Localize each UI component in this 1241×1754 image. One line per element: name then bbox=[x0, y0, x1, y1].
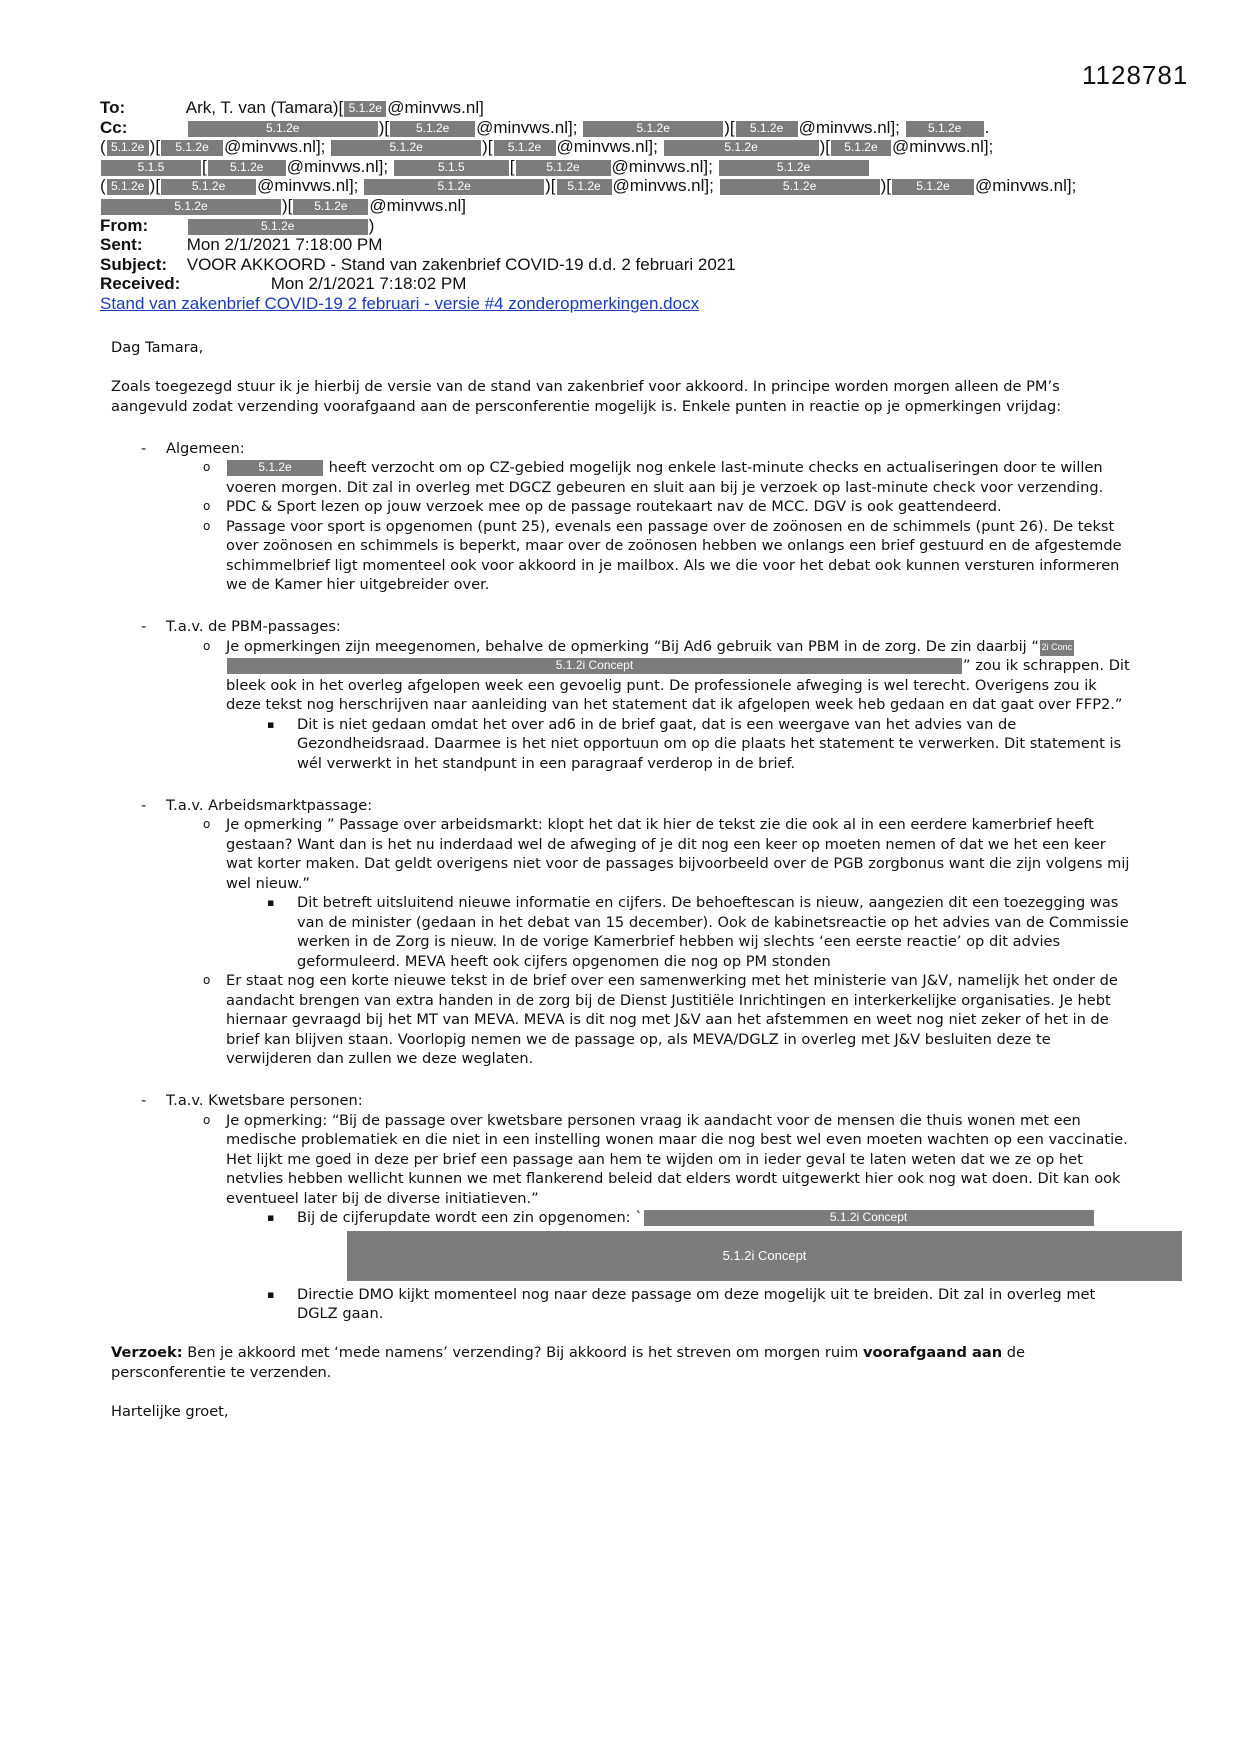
redaction: 5.1.2e bbox=[516, 160, 611, 176]
email-header bbox=[100, 98, 1130, 314]
redaction: 5.1.2e bbox=[736, 121, 798, 137]
to-line bbox=[100, 98, 1130, 118]
redaction: 5.1.2e bbox=[720, 179, 880, 195]
redaction: 5.1.2e bbox=[583, 121, 723, 137]
cc-line-1: Cc: 5.1.2e )[ 5.1.2e @minvws.nl]; 5.1.2e )[ 5.1.2e @minvws.nl]; 5.1.2e . bbox=[100, 117, 990, 137]
from-label: From: bbox=[100, 215, 149, 235]
cc-line-2: ( 5.1.2e )[ 5.1.2e @minvws.nl]; 5.1.2e )[ 5.1.2e @minvws.nl]; 5.1.2e )[ 5.1.2e @minvws.nl]; bbox=[100, 137, 994, 157]
redaction: 5.1.2e bbox=[227, 460, 323, 476]
redaction: 5.1.2e bbox=[892, 179, 974, 195]
redaction: 5.1.2e bbox=[344, 101, 386, 117]
sub-list-item: ▪ Dit is niet gedaan omdat het over ad6 in de brief gaat, dat is een weergave van het advies van de Gezondheidsraad. Daarmee is het niet opportuun om op die plaats het statement te verwerken. Dit statement is wél verwerkt in het standpunt in een paragraaf verderop in de brief. bbox=[267, 715, 1122, 772]
received-value: Mon 2/1/2021 7:18:02 PM bbox=[270, 274, 467, 294]
list-item: o Passage voor sport is opgenomen (punt 25), evenals een passage over de zoönosen en de schimmels (punt 26). De tekst over zoönosen en schimmels is beperkt, maar over de zoönosen hebben we onlangs een brief gestuurd en de afgestemde schimmelbrief ligt momenteel ook voor akkoord in je mailbox. Als we die voor het debat ook kunnen versturen informeren we de Kamer hier uitgebreider over. bbox=[203, 517, 1122, 593]
redaction: 5.1.2e bbox=[208, 160, 286, 176]
redaction: 5.1.2e bbox=[161, 140, 223, 156]
sent-line bbox=[100, 235, 1130, 255]
redaction: 5.1.5 bbox=[101, 160, 201, 176]
section-title: T.a.v. de PBM-passages: bbox=[166, 618, 341, 635]
from-line: From: 5.1.2e ) bbox=[100, 215, 375, 235]
list-item: o Er staat nog een korte nieuwe tekst in de brief over een samenwerking met het ministerie van J&V, namelijk het onder de aandacht brengen van extra handen in de zorg bij de Dienst Justitiële Inrichtingen en interkerkelijke organisaties. Je hebt hiernaar gevraagd bij het MT van MEVA. MEVA is dit nog met J&V aan het afstemmen en weet nog niet zeker of het in de brief kan blijven staan. Voorlopig nemen we de passage op, als MEVA/DGLZ in overleg met J&V besluiten deze te verwijderen dan zullen we deze weglaten. bbox=[203, 972, 1118, 1067]
document-number: 1128781 bbox=[1082, 60, 1189, 90]
redaction: 5.1.2e bbox=[188, 219, 368, 235]
redaction: 5.1.2e bbox=[906, 121, 984, 137]
section-algemeen: - Algemeen: o 5.1.2e heeft verzocht om op CZ-gebied mogelijk nog enkele last-minute checks en actualiseringen door te willen voeren morgen. Dit zal in overleg met DGCZ gebeuren en sluit aan bij je verzoek op last-minute check voor verzending. o PDC & Sport lezen op jouw verzoek mee op de passage routekaart nav de MCC. DGV is ook geattendeerd. o Passage voor sport is opgenomen (punt 25), evenals een passage over de zoönosen en de schimmels (punt 26). De tekst over zoönosen en schimmels is beperkt, maar over de zoönosen hebben we onlangs een brief gestuurd en de afgestemde schimmelbrief ligt momenteel ook voor akkoord in je mailbox. Als we die voor het debat ook kunnen versturen informeren we de Kamer hier uitgebreider over. bbox=[111, 439, 1131, 595]
list-item: o 5.1.2e heeft verzocht om op CZ-gebied mogelijk nog enkele last-minute checks en actualiseringen door te willen voeren morgen. Dit zal in overleg met DGCZ gebeuren en sluit aan bij je verzoek op last-minute check voor verzending. bbox=[203, 459, 1104, 496]
cc-label: Cc: bbox=[100, 117, 128, 137]
redaction: 2i Conc bbox=[1040, 640, 1074, 656]
sent-value: Mon 2/1/2021 7:18:00 PM bbox=[186, 235, 383, 255]
to-name: Ark, T. van (Tamara)[ bbox=[185, 98, 344, 117]
list-item: o Je opmerking: “Bij de passage over kwetsbare personen vraag ik aandacht voor de mensen die thuis wonen met een medische problematiek en die niet in een instelling wonen maar die nog best wel even moeten wachten op een vaccinatie. Het lijkt me goed in deze per brief een passage aan hem te wijden om in ieder geval te laten weten dat we ze op het netvlies hebben wellicht kunnen we met flankerend beleid dat elders wordt uitgewerkt hier ook nog wat doen. Dit kan ook eventueel later bij de diverse initiatieven.” bbox=[203, 1111, 1128, 1207]
redaction: 5.1.2e bbox=[664, 140, 819, 156]
closing: Hartelijke groet, bbox=[111, 1402, 229, 1420]
sub-list-item: ▪ Bij de cijferupdate wordt een zin opgenomen: ` 5.1.2i Concept bbox=[111, 1208, 1131, 1228]
section-arbeidsmarkt: - T.a.v. Arbeidsmarktpassage: o Je opmerking ” Passage over arbeidsmarkt: klopt het dat ik hier de tekst zie die ook al in een eerdere kamerbrief heeft gestaan? Want dan is het nu inderdaad wel de afweging of je dit nog een keer op moeten nemen of dat we het een keer wat korter maken. Dat geldt overigens niet voor de passages bijvoorbeeld over de PGB zorgbonus want die zijn volgens mij wel nieuw.” ▪ Dit betreft uitsluitend nieuwe informatie en cijfers. De behoeftescan is nieuw, aangezien dit een toezegging was van de minister (gedaan in het debat van 15 december). Ook de kabinetsreactie op het advies van de Commissie werken in de Zorg is nieuw. In de vorige Kamerbrief hebben wij slechts ‘een eerste reactie’ op dit advies geformuleerd. MEVA heeft ook cijfers opgenomen die nog op PM stonden o Er staat nog een korte nieuwe tekst in de brief over een samenwerking met het ministerie van J&V, namelijk het onder de aandacht brengen van extra handen in de zorg bij de Dienst Justitiële Inrichtingen en interkerkelijke organisaties. Je hebt hiernaar gevraagd bij het MT van MEVA. MEVA is dit nog met J&V aan het afstemmen en weet nog niet zeker of het in de brief kan blijven staan. Voorlopig nemen we de passage op, als MEVA/DGLZ in overleg met J&V besluiten deze te verwijderen dan zullen we deze weglaten. bbox=[111, 796, 1131, 1069]
redaction: 5.1.2e bbox=[188, 121, 378, 137]
received-label: Received: bbox=[100, 274, 181, 294]
redaction: 5.1.2e bbox=[557, 179, 612, 195]
request-paragraph: Verzoek: Ben je akkoord met ‘mede namens’ verzending? Bij akkoord is het streven om morgen ruim voorafgaand aan de persconferentie te verzenden. bbox=[111, 1344, 1026, 1381]
redaction: 5.1.2e bbox=[331, 140, 481, 156]
section-pbm: - T.a.v. de PBM-passages: o Je opmerkingen zijn meegenomen, behalve de opmerking “Bij Ad6 gebruik van PBM in de zorg. De zin daarbij “ 2i Conc 5.1.2i Concept ” zou ik schrappen. Dit bleek ook in het overleg afgelopen week een gevoelig punt. De professionele afweging is wel terecht. Overigens zou ik deze tekst nog herschrijven naar aanleiding van het statement dat ik afgelopen week heb gedaan en dat gaat over FFP2.” ▪ Dit is niet gedaan omdat het over ad6 in de brief gaat, dat is een weergave van het advies van de Gezondheidsraad. Daarmee is het niet opportuun om op die plaats het statement te verwerken. Dit statement is wél verwerkt in het standpunt in een paragraaf verderop in de brief. bbox=[111, 617, 1131, 773]
cc-line-5: 5.1.2e )[ 5.1.2e @minvws.nl] bbox=[100, 196, 1130, 216]
redaction: 5.1.2e bbox=[494, 140, 556, 156]
list-item: o Je opmerkingen zijn meegenomen, behalve de opmerking “Bij Ad6 gebruik van PBM in de zorg. De zin daarbij “ 2i Conc 5.1.2i Concept ” zou ik schrappen. Dit bleek ook in het overleg afgelopen week een gevoelig punt. De professionele afweging is wel terecht. Overigens zou ik deze tekst nog herschrijven naar aanleiding van het statement dat ik afgelopen week heb gedaan en dat gaat over FFP2.” bbox=[203, 637, 1130, 713]
subject-value: VOOR AKKOORD - Stand van zakenbrief COVID-19 d.d. 2 februari 2021 bbox=[186, 254, 736, 274]
redaction: 5.1.2e bbox=[101, 199, 281, 215]
redaction: 5.1.2e bbox=[107, 140, 149, 156]
redaction: 5.1.2e bbox=[390, 121, 475, 137]
subject-line bbox=[100, 255, 1130, 275]
cc-line-3: 5.1.5 [ 5.1.2e @minvws.nl]; 5.1.5 [ 5.1.2e @minvws.nl]; 5.1.2e bbox=[100, 157, 1130, 177]
redaction: 5.1.2e bbox=[831, 140, 891, 156]
email-domain: @minvws.nl] bbox=[387, 98, 484, 117]
intro-paragraph: Zoals toegezegd stuur ik je hierbij de versie van de stand van zakenbrief voor akkoord. In principe worden morgen alleen de PM’s aangevuld zodat verzending voorafgaand aan de persconferentie mogelijk is. Enkele punten in reactie op je opmerkingen vrijdag: bbox=[111, 378, 1062, 415]
redaction: 5.1.2e bbox=[293, 199, 368, 215]
email-body bbox=[111, 338, 1131, 1421]
to-label: To: bbox=[100, 98, 126, 117]
redaction: 5.1.2i Concept bbox=[227, 658, 962, 674]
section-title: T.a.v. Arbeidsmarktpassage: bbox=[166, 796, 373, 814]
redaction: 5.1.2e bbox=[719, 160, 869, 176]
redaction-block: 5.1.2i Concept bbox=[347, 1231, 1182, 1281]
section-kwetsbare-personen: - T.a.v. Kwetsbare personen: o Je opmerking: “Bij de passage over kwetsbare personen vraag ik aandacht voor de mensen die thuis wonen met een medische problematiek en die niet in een instelling wonen maar die nog best wel even moeten wachten op een vaccinatie. Het lijkt me goed in deze per brief een passage aan hem te wijden om in ieder geval te laten weten dat we ze op het netvlies hebben wellicht kunnen we met flankerend beleid dat elders wordt uitgewerkt hier ook nog wat doen. Dit kan ook eventueel later bij de diverse initiatieven.” ▪ Bij de cijferupdate wordt een zin opgenomen: ` 5.1.2i Concept 5.1.2i Concept ▪ Directie DMO kijkt momenteel nog naar deze passage om deze mogelijk uit te breiden. Dit zal in overleg met DGLZ gaan. bbox=[111, 1091, 1131, 1324]
redaction: 5.1.2e bbox=[107, 179, 149, 195]
sent-label: Sent: bbox=[100, 235, 143, 255]
sub-list-item: ▪ Directie DMO kijkt momenteel nog naar deze passage om deze mogelijk uit te breiden. Dit zal in overleg met DGLZ gaan. bbox=[267, 1285, 1096, 1322]
redaction: 5.1.5 bbox=[394, 160, 509, 176]
redaction: 5.1.2e bbox=[364, 179, 544, 195]
subject-label: Subject: bbox=[100, 254, 168, 274]
greeting: Dag Tamara, bbox=[111, 339, 204, 356]
sub-list-item: ▪ Dit betreft uitsluitend nieuwe informatie en cijfers. De behoeftescan is nieuw, aangezien dit een toezegging was van de minister (gedaan in het debat van 15 december). Ook de kabinetsreactie op het advies van de Commissie werken in de Zorg is nieuw. In de vorige Kamerbrief hebben wij slechts ‘een eerste reactie’ op dit advies geformuleerd. MEVA heeft ook cijfers opgenomen die nog op PM stonden bbox=[267, 894, 1129, 970]
request-label: Verzoek: bbox=[111, 1344, 183, 1361]
attachment-line bbox=[100, 294, 1130, 314]
received-line bbox=[100, 274, 1130, 294]
cc-line-4: ( 5.1.2e )[ 5.1.2e @minvws.nl]; 5.1.2e )[ 5.1.2e @minvws.nl]; 5.1.2e )[ 5.1.2e @minvws.nl]; bbox=[100, 176, 1077, 196]
redaction: 5.1.2i Concept bbox=[644, 1210, 1094, 1226]
section-title: Algemeen: bbox=[166, 439, 245, 457]
attachment-link[interactable]: Stand van zakenbrief COVID-19 2 februari - versie #4 zonderopmerkingen.docx bbox=[100, 293, 700, 313]
list-item: o Je opmerking ” Passage over arbeidsmarkt: klopt het dat ik hier de tekst zie die ook al in een eerdere kamerbrief heeft gestaan? Want dan is het nu inderdaad wel de afweging of je dit nog een keer op moeten nemen of dat we het een keer wat korter maken. Dat geldt overigens niet voor de passages bijvoorbeeld over de PGB zorgbonus want die zijn volgens mij wel nieuw.” bbox=[203, 816, 1130, 892]
list-item: o PDC & Sport lezen op jouw verzoek mee op de passage routekaart nav de MCC. DGV is ook geattendeerd. bbox=[203, 498, 1002, 515]
redaction: 5.1.2e bbox=[161, 179, 256, 195]
section-title: T.a.v. Kwetsbare personen: bbox=[166, 1092, 363, 1109]
